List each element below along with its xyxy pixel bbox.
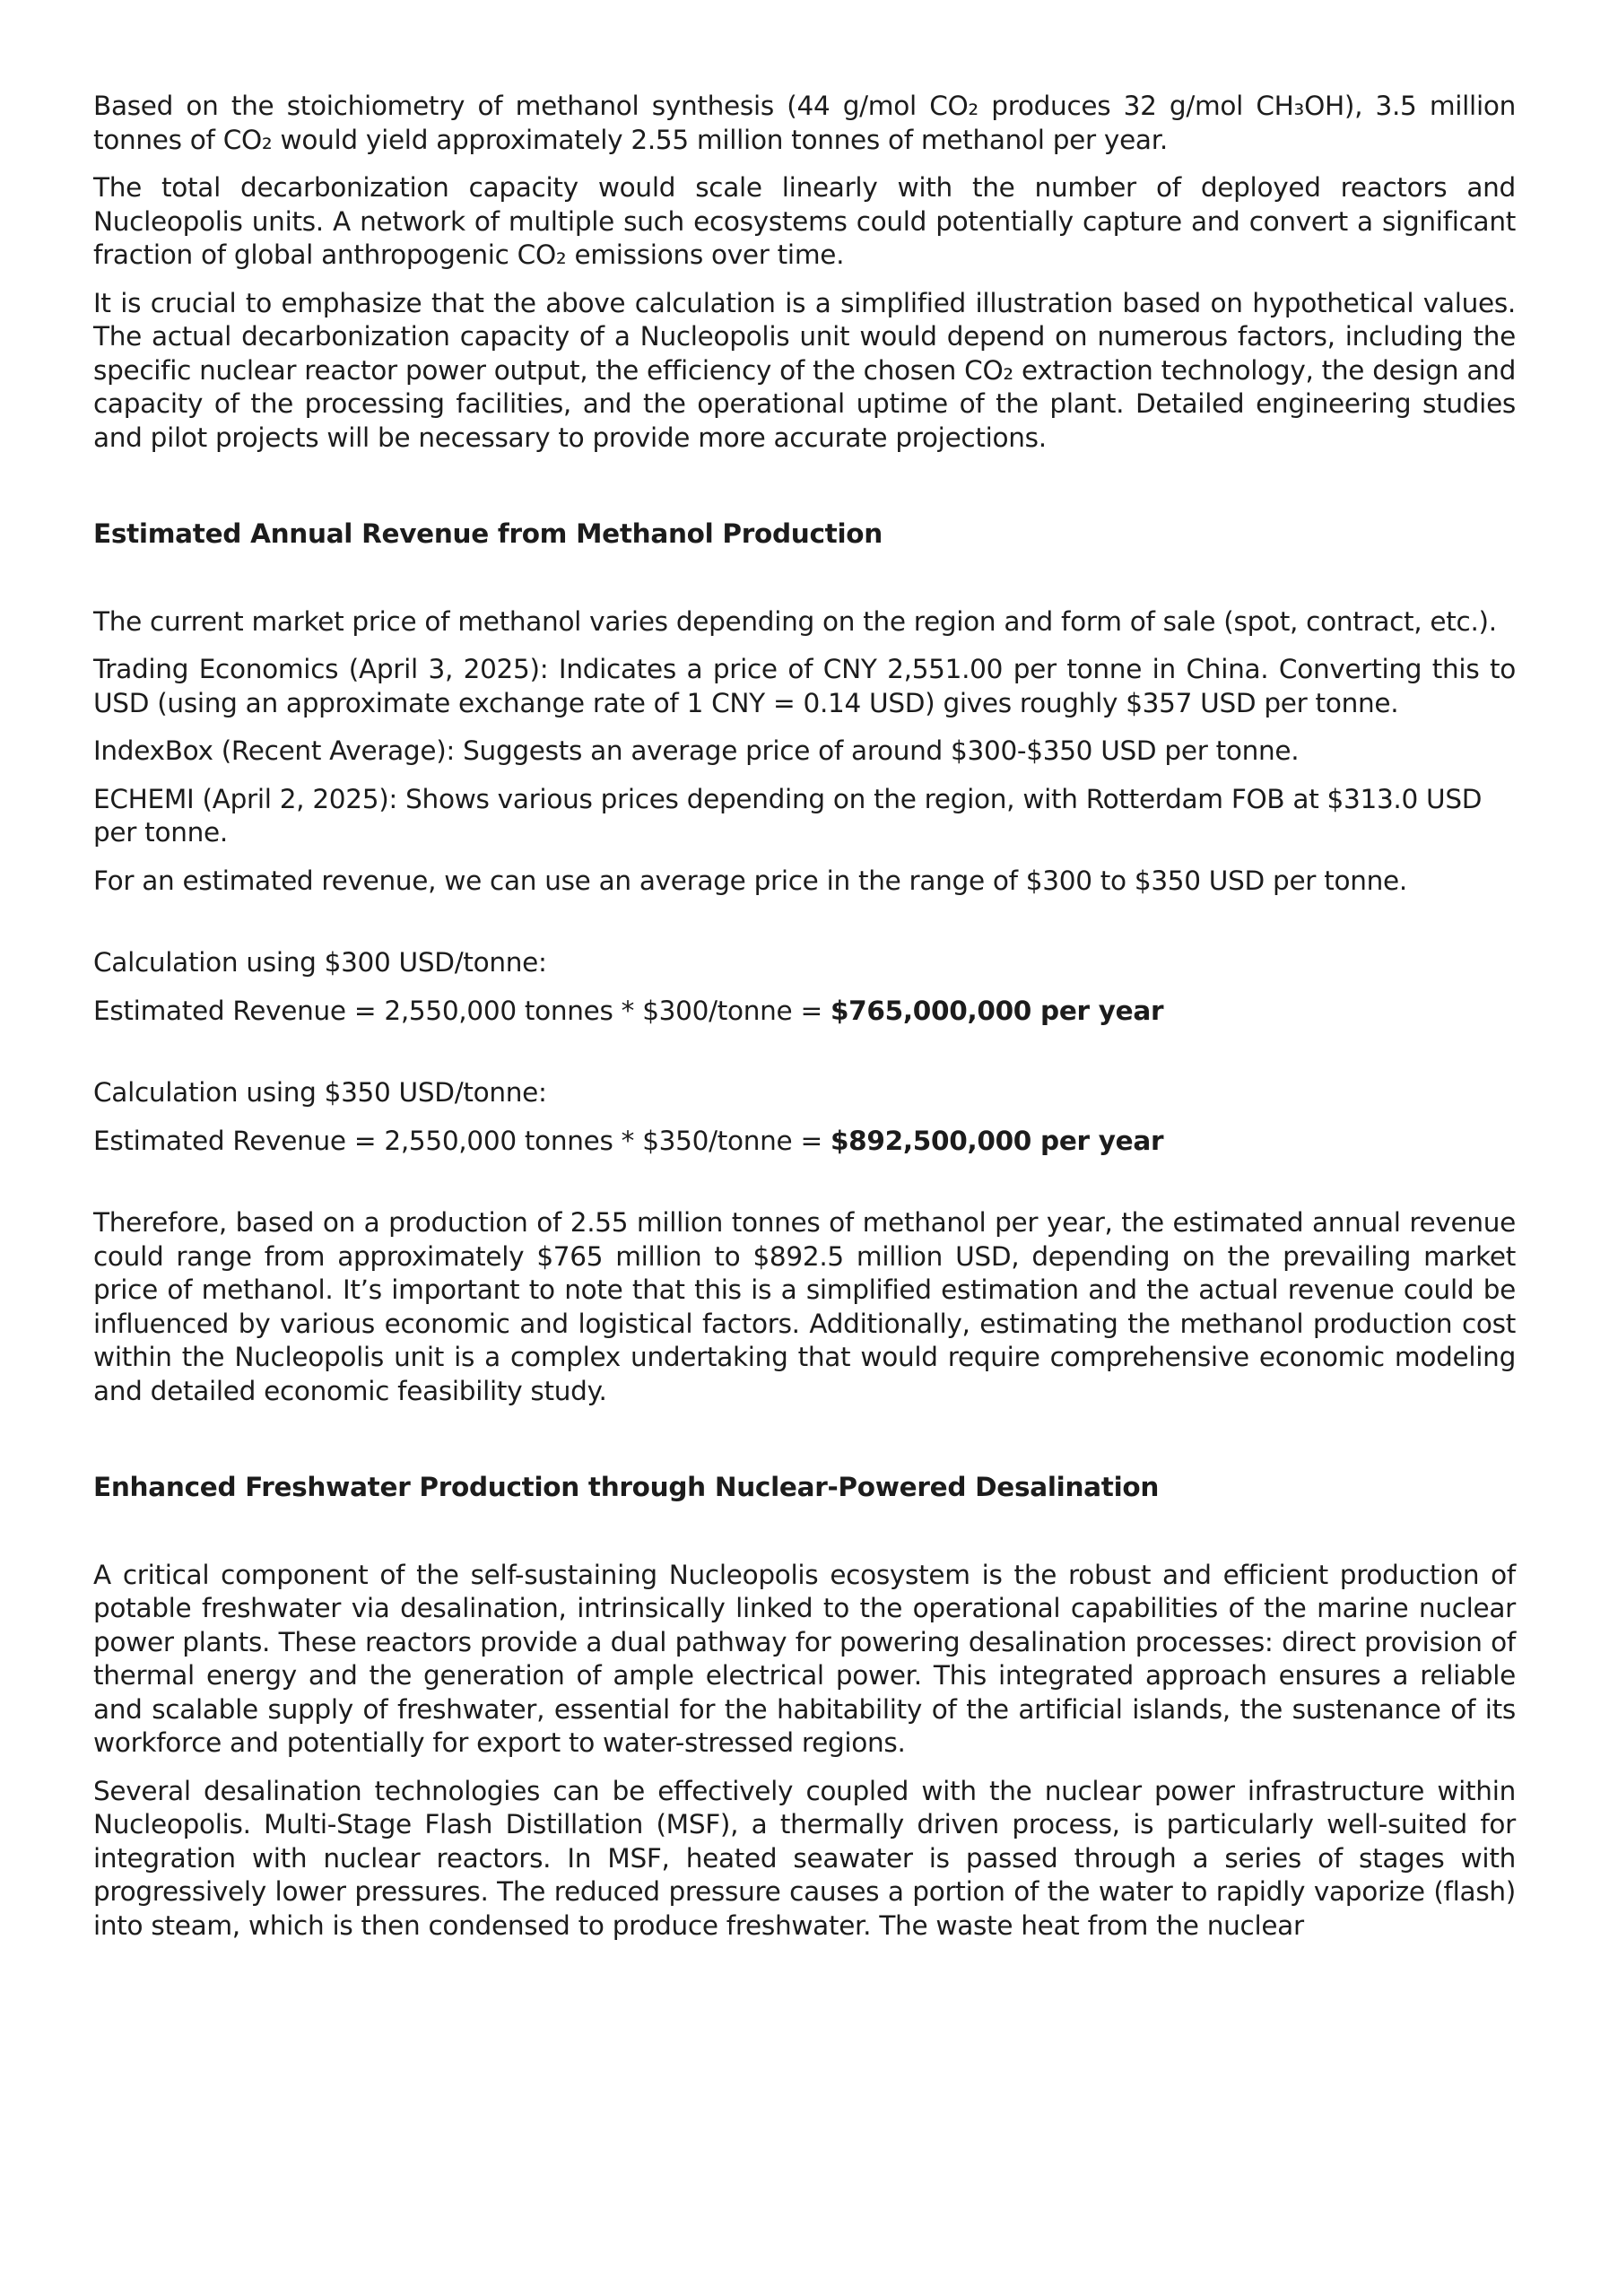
paragraph-revenue-conclusion: Therefore, based on a production of 2.55 million tonnes of methanol per year, the estimated annual revenue could range from approximately $765 million to $892.5 million USD, depending on the prevailing market price of methanol. It’s important to note that this is a simplified estimation and the actual revenue could be influenced by various economic and logistical factors. Additionally, estimating the methanol production cost within the Nucleopolis unit is a complex undertaking that would require comprehensive economic modeling and detailed economic feasibility study. <box>93 1207 1516 1406</box>
paragraph-calculation-caveat: It is crucial to emphasize that the above calculation is a simplified illustration based on hypothetical values. The actual decarbonization capacity of a Nucleopolis unit would depend on numerous factors, including the specific nuclear reactor power output, the efficiency of the chosen CO₂ extraction technology, the design and capacity of the processing facilities, and the operational uptime of the plant. Detailed engineering studies and pilot projects will be necessary to provide more accurate projections. <box>93 287 1516 453</box>
calculation-300-formula <box>93 995 1516 1029</box>
paragraph-desalination-intro: A critical component of the self-sustaining Nucleopolis ecosystem is the robust and efficient production of potable freshwater via desalination, intrinsically linked to the operational capabilities of the marine nuclear power plants. These reactors provide a dual pathway for powering desalination processes: direct provision of thermal energy and the generation of ample electrical power. This integrated approach ensures a reliable and scalable supply of freshwater, essential for the habitability of the artificial islands, the sustenance of its workforce and potentially for export to water-stressed regions. <box>93 1559 1516 1758</box>
paragraph-decarbonization-capacity: The total decarbonization capacity would scale linearly with the number of deployed reactors and Nucleopolis units. A network of multiple such ecosystems could potentially capture and convert a significant fraction of global anthropogenic CO₂ emissions over time. <box>93 172 1516 270</box>
calculation-350-label: Calculation using $350 USD/tonne: <box>93 1077 547 1108</box>
calculation-300-expression: Estimated Revenue = 2,550,000 tonnes * $300/tonne = <box>93 995 831 1026</box>
paragraph-echemi: ECHEMI (April 2, 2025): Shows various prices depending on the region, with Rotterdam FOB at $313.0 USD per tonne. <box>93 783 1483 848</box>
calculation-300-result: $765,000,000 per year <box>830 995 1164 1026</box>
document-page <box>93 90 1516 1943</box>
paragraph-indexbox: IndexBox (Recent Average): Suggests an average price of around $300-$350 USD per tonne. <box>93 735 1300 766</box>
calculation-350-result: $892,500,000 per year <box>830 1125 1164 1156</box>
section-heading-freshwater: Enhanced Freshwater Production through Nuclear-Powered Desalination <box>93 1472 1160 1502</box>
paragraph-methanol-yield: Based on the stoichiometry of methanol synthesis (44 g/mol CO₂ produces 32 g/mol CH₃OH), 3.5 million tonnes of CO₂ would yield approximately 2.55 million tonnes of methanol per year. <box>93 91 1516 155</box>
calculation-350-expression: Estimated Revenue = 2,550,000 tonnes * $350/tonne = <box>93 1125 831 1156</box>
calculation-350-formula <box>93 1125 1516 1159</box>
paragraph-desalination-technologies: Several desalination technologies can be effectively coupled with the nuclear power infrastructure within Nucleopolis. Multi-Stage Flash Distillation (MSF), a thermally driven process, is particularly well-suited for integration with nuclear reactors. In MSF, heated seawater is passed through a series of stages with progressively lower pressures. The reduced pressure causes a portion of the water to rapidly vaporize (flash) into steam, which is then condensed to produce freshwater. The waste heat from the nuclear <box>93 1775 1516 1941</box>
paragraph-market-price: The current market price of methanol varies depending on the region and form of sale (spot, contract, etc.). <box>93 605 1497 637</box>
paragraph-trading-economics: Trading Economics (April 3, 2025): Indicates a price of CNY 2,551.00 per tonne in China. Converting this to USD (using an approximate exchange rate of 1 CNY = 0.14 USD) gives roughly $357 USD per tonne. <box>93 654 1516 718</box>
paragraph-average-price: For an estimated revenue, we can use an average price in the range of $300 to $350 USD per tonne. <box>93 865 1407 896</box>
section-heading-revenue: Estimated Annual Revenue from Methanol Production <box>93 518 883 549</box>
calculation-300-label: Calculation using $300 USD/tonne: <box>93 947 547 978</box>
